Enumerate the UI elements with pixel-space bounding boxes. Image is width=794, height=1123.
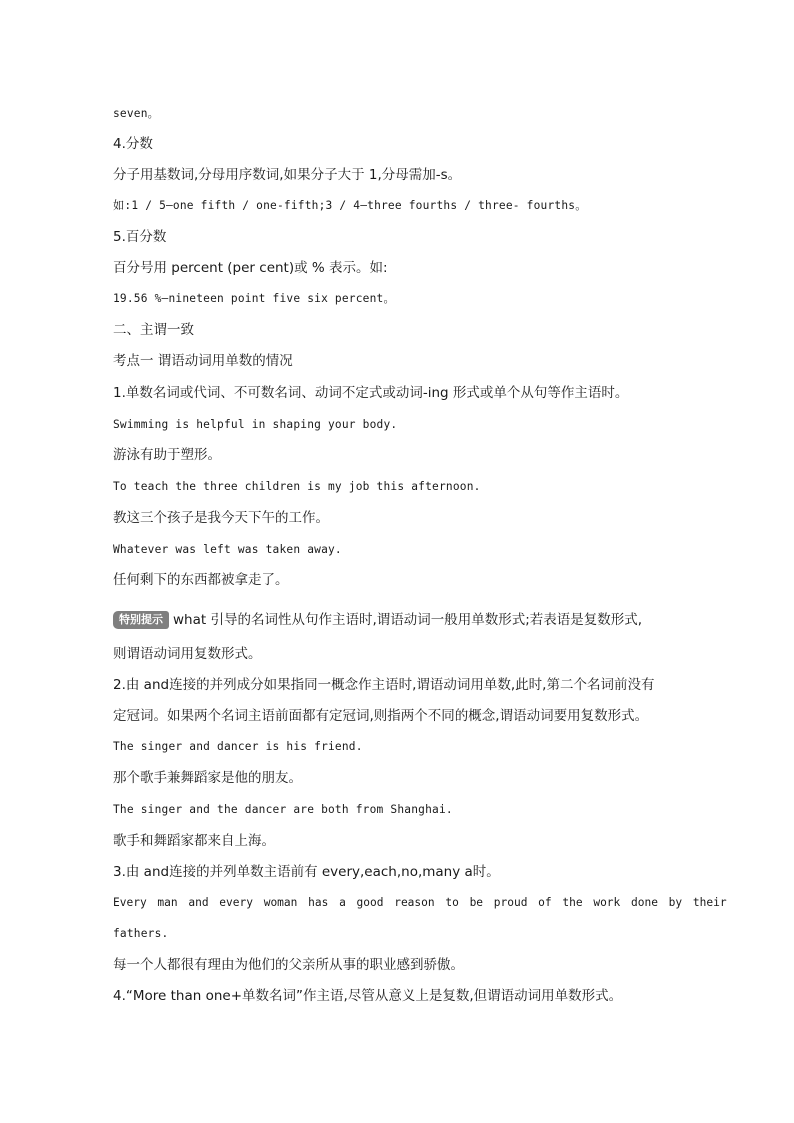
example-sentence: The singer and the dancer are both from Shanghai. [113, 803, 453, 816]
translation-line: 游泳有助于塑形。 [113, 447, 221, 463]
text-line: seven。 [113, 107, 160, 120]
example-sentence: Whatever was left was taken away. [113, 543, 342, 556]
rule-line: 4.“More than one+单数名词”作主语,尽管从意义上是复数,但谓语动词用单数形式。 [113, 988, 623, 1004]
section-heading-agreement: 二、主谓一致 [113, 322, 194, 338]
rule-line: 1.单数名词或代词、不可数名词、动词不定式或动词-ing 形式或单个从句等作主语时。 [113, 385, 629, 401]
special-tip-line [113, 611, 642, 629]
example-line: 19.56 %—nineteen point five six percent。 [113, 292, 395, 305]
translation-line: 任何剩下的东西都被拿走了。 [113, 572, 289, 588]
special-tip-badge: 特别提示 [113, 611, 169, 629]
rule-line: 3.由 and连接的并列单数主语前有 every,each,no,many a时。 [113, 864, 500, 880]
text-line: 则谓语动词用复数形式。 [113, 646, 262, 662]
section-heading-percentage: 5.百分数 [113, 229, 167, 245]
translation-line: 每一个人都很有理由为他们的父亲所从事的职业感到骄傲。 [113, 957, 464, 973]
topic-heading: 考点一 谓语动词用单数的情况 [113, 353, 293, 369]
example-sentence: Swimming is helpful in shaping your body. [113, 418, 398, 431]
example-sentence: To teach the three children is my job this afternoon. [113, 480, 481, 493]
example-sentence: Every man and every woman has a good reason to be proud of the work done by their [113, 896, 727, 909]
text-line: 百分号用 percent (per cent)或 % 表示。如: [113, 260, 388, 276]
example-line: 如:1 / 5—one fifth / one-fifth;3 / 4—three fourths / three- fourths。 [113, 199, 587, 212]
translation-line: 歌手和舞蹈家都来自上海。 [113, 833, 275, 849]
rule-line: 2.由 and连接的并列成分如果指同一概念作主语时,谓语动词用单数,此时,第二个名词前没有 [113, 677, 655, 693]
example-sentence-continued: fathers. [113, 927, 169, 940]
translation-line: 教这三个孩子是我今天下午的工作。 [113, 510, 329, 526]
translation-line: 那个歌手兼舞蹈家是他的朋友。 [113, 770, 302, 786]
text-line: 分子用基数词,分母用序数词,如果分子大于 1,分母需加-s。 [113, 167, 462, 183]
text-line: 定冠词。如果两个名词主语前面都有定冠词,则指两个不同的概念,谓语动词要用复数形式。 [113, 708, 649, 724]
special-tip-text: what 引导的名词性从句作主语时,谓语动词一般用单数形式;若表语是复数形式, [173, 612, 643, 628]
section-heading-fraction: 4.分数 [113, 136, 153, 152]
example-sentence: The singer and dancer is his friend. [113, 740, 363, 753]
